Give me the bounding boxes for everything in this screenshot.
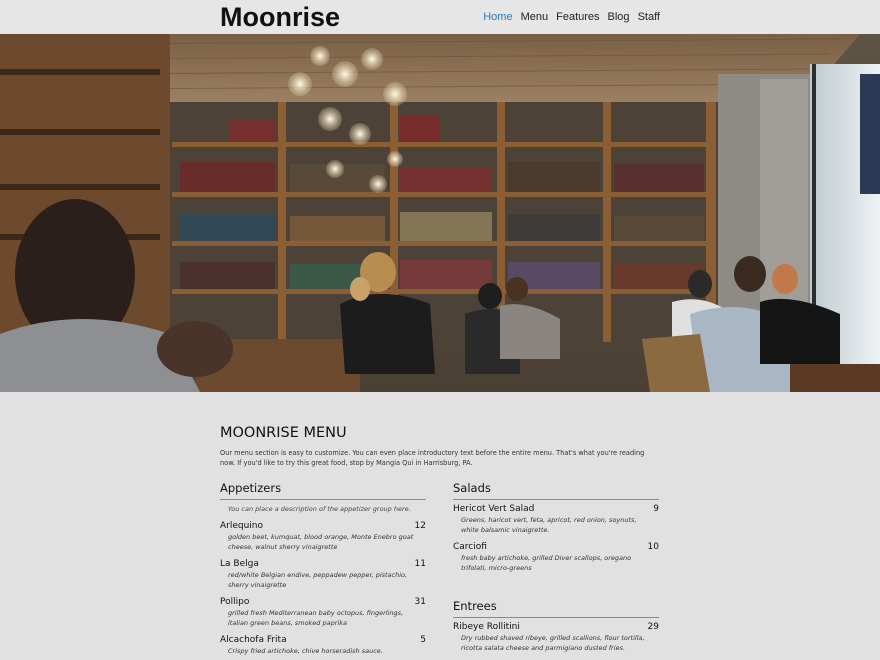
menu-item-alcachofa-frita xyxy=(220,634,426,660)
item-name: Ribeye Rollitini xyxy=(453,622,520,632)
item-name: Arlequino xyxy=(220,521,264,531)
nav-item-menu[interactable]: Menu xyxy=(520,11,549,23)
item-price: 12 xyxy=(414,521,426,531)
item-description: fresh baby artichoke, grilled Diver scallops, oregano trifolati, micro-greens xyxy=(461,554,632,572)
menu-title: MOONRISE MENU xyxy=(220,425,347,441)
item-name: Pollipo xyxy=(220,597,250,607)
site-header xyxy=(0,0,880,34)
item-description: Crispy fried artichoke, chive horseradish sauce. xyxy=(228,647,383,655)
item-description: Dry rubbed shaved ribeye, grilled scallions, flour tortilla, ricotta salata cheese and parmigiano dusted fries. xyxy=(461,634,645,652)
item-name: La Belga xyxy=(220,559,259,569)
item-name: Carciofi xyxy=(453,542,487,552)
hero-image xyxy=(0,34,880,392)
item-price: 9 xyxy=(653,504,659,514)
right-column xyxy=(453,481,659,659)
group-description: You can place a description of the appetizer group here. xyxy=(228,505,411,513)
group-title-entrees: Entrees xyxy=(453,599,659,618)
item-price: 29 xyxy=(647,622,659,632)
item-price: 10 xyxy=(647,542,659,552)
nav-item-staff[interactable]: Staff xyxy=(637,11,660,23)
entrees-group xyxy=(453,599,659,659)
menu-item-arlequino xyxy=(220,520,426,558)
item-price: 11 xyxy=(414,559,426,569)
menu-item-pollipo xyxy=(220,596,426,634)
menu-item-carciofi xyxy=(453,541,659,577)
menu-item-ribeye-rollitini xyxy=(453,621,659,659)
item-name: Hericot Vert Salad xyxy=(453,504,535,514)
menu-item-hericot-vert-salad xyxy=(453,503,659,541)
main-nav xyxy=(483,0,660,34)
menu-item-la-belga xyxy=(220,558,426,596)
item-description: grilled fresh Mediterranean baby octopus, fingerlings, italian green beans, smoked paprika xyxy=(228,609,404,627)
item-name: Alcachofa Frita xyxy=(220,635,287,645)
site-logo[interactable]: Moonrise xyxy=(220,2,341,32)
menu-intro: Our menu section is easy to customize. You can even place introductory text before the entire menu. That's what you're reading now. If you'd like to try this great food, stop by Mangia Qui in Harrisburg, PA. xyxy=(220,449,645,467)
nav-item-blog[interactable]: Blog xyxy=(607,11,630,23)
item-description: red/white Belgian endive, peppadew pepper, pistachio, sherry vinaigrette xyxy=(228,571,408,589)
group-title-salads: Salads xyxy=(453,481,659,500)
item-description: Greens, haricot vert, feta, apricot, red onion, soynuts, white balsamic vinaigrette. xyxy=(461,516,637,534)
group-title-appetizers: Appetizers xyxy=(220,481,426,500)
nav-item-home[interactable]: Home xyxy=(483,11,513,23)
appetizers-group xyxy=(220,481,426,660)
nav-item-features[interactable]: Features xyxy=(556,11,600,23)
item-price: 31 xyxy=(414,597,426,607)
item-price: 5 xyxy=(420,635,426,645)
item-description: golden beet, kumquat, blood orange, Monte Enebro goat cheese, walnut sherry vinaigrette xyxy=(228,533,414,551)
salads-group xyxy=(453,481,659,577)
